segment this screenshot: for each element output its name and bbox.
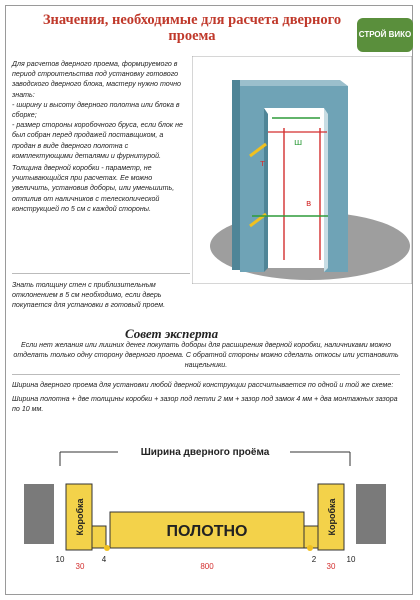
- dim-right-box: 30: [326, 562, 336, 571]
- label-thickness: т: [260, 159, 266, 169]
- scheme-title: Ширина дверного проёма: [140, 447, 270, 458]
- label-width: ш: [294, 138, 303, 148]
- panel-label: ПОЛОТНО: [166, 523, 248, 540]
- dim-right-gap: 10: [346, 555, 356, 564]
- divider: [12, 273, 190, 274]
- width-info-formula: Ширина полотна + две толщины коробки + зазор под петли 2 мм + зазор под замок 4 мм + два монтажных зазора по 10 мм.: [12, 395, 398, 414]
- expert-text: Если нет желания или лишних денег покупать доборы для расширения дверной коробки, наличниками можно отделать только одну сторону дверного проема. С обратной стороны можно сделать откосы или установить нащельники.: [13, 341, 399, 370]
- label-height: в: [306, 199, 312, 209]
- dim-lock-gap: 2: [311, 555, 317, 564]
- expert-title: Совет эксперта: [125, 326, 219, 341]
- dim-panel: 800: [200, 562, 214, 571]
- intro-text: [12, 59, 187, 214]
- width-info: [12, 380, 400, 419]
- wall-left: [24, 484, 54, 544]
- wall-right: [356, 484, 386, 544]
- door-opening-figure: [192, 56, 412, 284]
- dim-hinge-gap: 4: [101, 555, 107, 564]
- dim-left-box: 30: [75, 562, 85, 571]
- box-left-label: Коробка: [75, 498, 85, 536]
- hinge: [104, 545, 110, 551]
- intro-paragraph: Для расчетов дверного проема, формируемого в период строительства под установку готового заводского дверного блока, мастеру нужно точно знать:: [12, 60, 181, 99]
- lock: [307, 545, 313, 551]
- dim-left-gap: 10: [55, 555, 65, 564]
- intro-paragraph: - ширину и высоту дверного полотна или блока в сборке;: [12, 100, 180, 120]
- door-width-scheme: [18, 438, 393, 588]
- intro-paragraph: - размер стороны коробочного бруса, если блок не был собран перед продажей поставщиком, а продан в виде дверного полотна с комплектующими деталями и фурнитурой.: [12, 121, 183, 160]
- box-right-label: Коробка: [327, 498, 337, 536]
- wall-thickness-note: Знать толщину стен с приблизительным отклонением в 5 см необходимо, если дверь покупается для установки в готовый проем.: [12, 281, 166, 310]
- page-title: Значения, необходимые для расчета дверного проема: [42, 12, 342, 44]
- intro-paragraph: Толщина дверной коробки - параметр, не учитывающийся при расчетах. Ее можно увеличить, установив доборы, или уменьшить, отпилив от наличников с телескопической конструкцией по 5 см с каждой стороны.: [12, 164, 175, 213]
- width-info-line: Ширина дверного проема для установки любой дверной конструкции рассчитывается по одной и той же схеме:: [12, 381, 394, 389]
- logo: СТРОЙ ВИКО: [357, 18, 413, 52]
- divider: [12, 374, 400, 375]
